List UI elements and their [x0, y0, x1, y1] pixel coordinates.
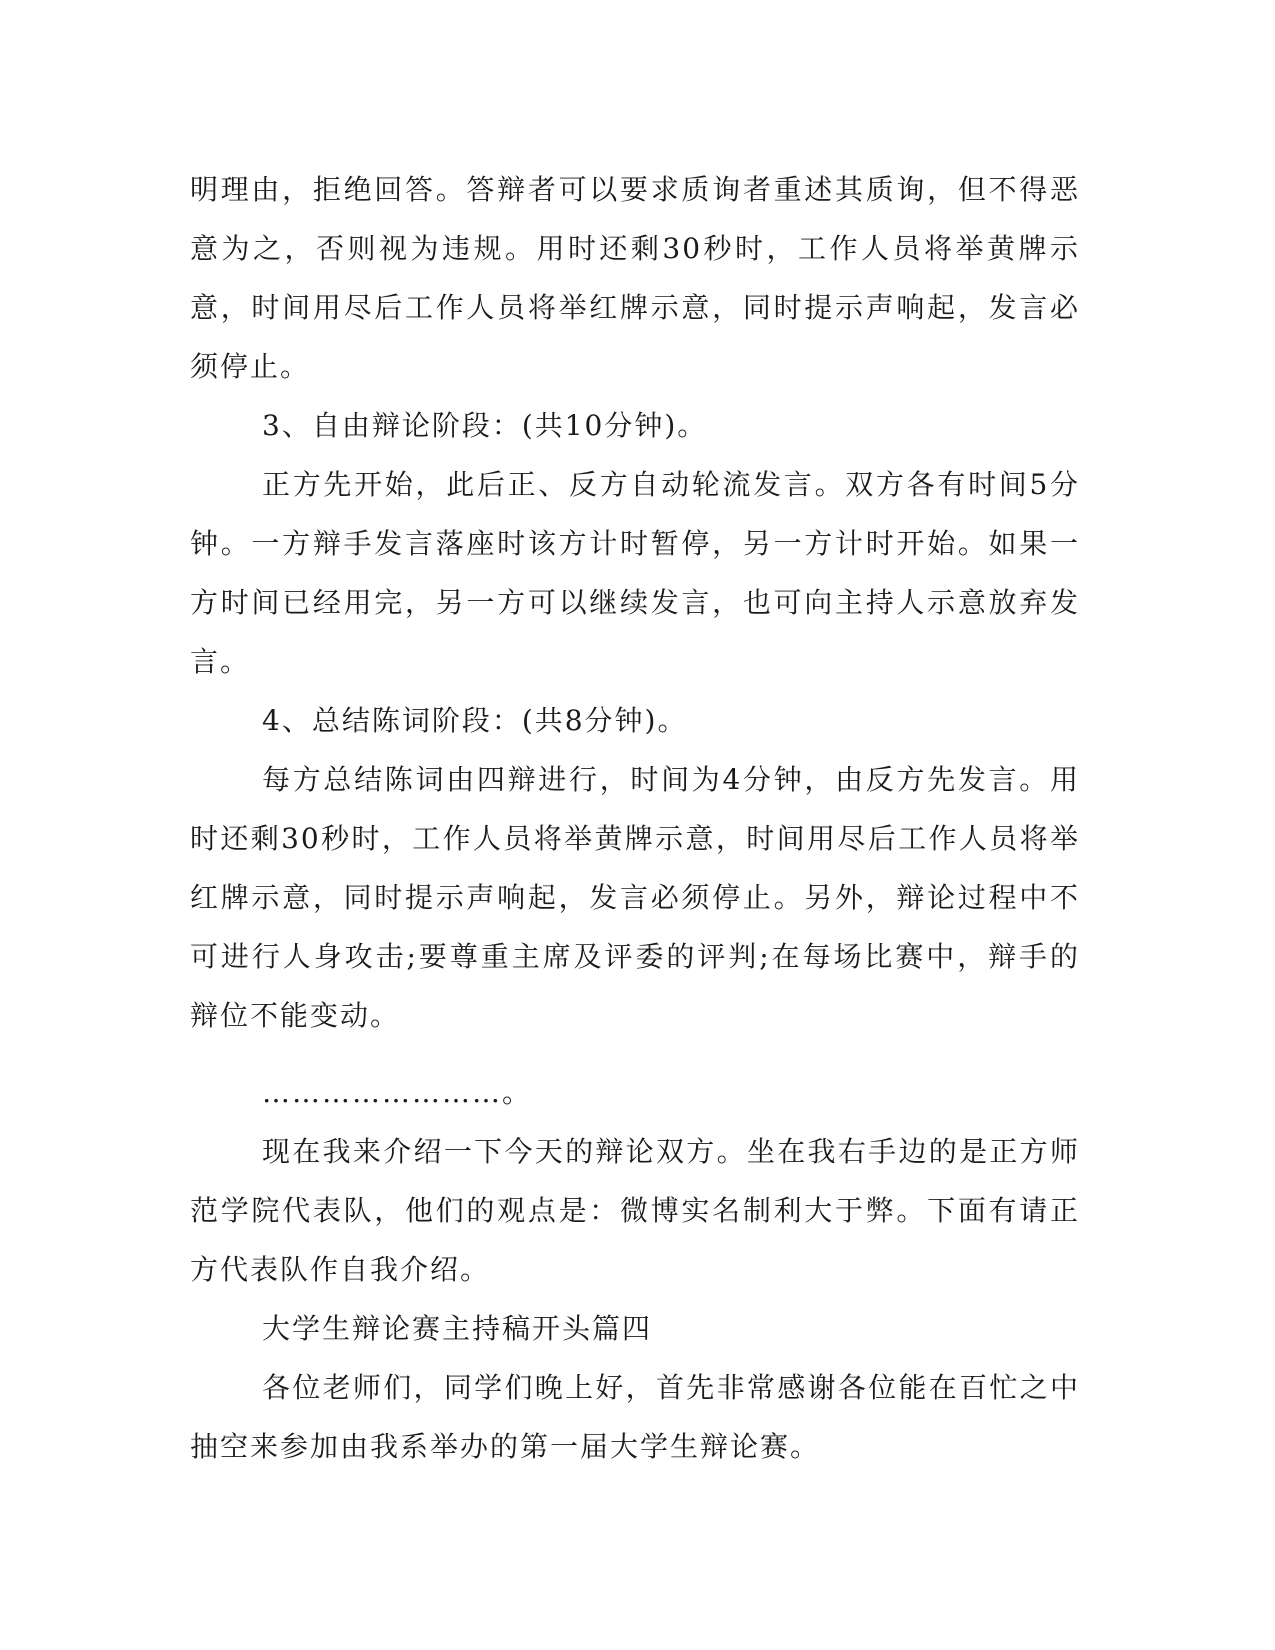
- heading-free-debate: 3、自由辩论阶段：(共10分钟)。: [262, 409, 708, 442]
- ellipsis-line: ……………………。: [262, 1076, 533, 1109]
- paragraph-greeting: 各位老师们，同学们晚上好，首先非常感谢各位能在百忙之中抽空来参加由我系举办的第一届大学生辩论赛。: [190, 1371, 1080, 1463]
- paragraph-free-debate: 正方先开始，此后正、反方自动轮流发言。双方各有时间5分钟。一方辩手发言落座时该方计时暂停，另一方计时开始。如果一方时间已经用完，另一方可以继续发言，也可向主持人示意放弃发言。: [190, 468, 1080, 678]
- heading-closing-statement: 4、总结陈词阶段：(共8分钟)。: [262, 704, 688, 737]
- section-title-part-four: 大学生辩论赛主持稿开头篇四: [262, 1312, 653, 1345]
- document-body: [190, 160, 1080, 1476]
- paragraph-rules-continued: 明理由，拒绝回答。答辩者可以要求质询者重述其质询，但不得恶意为之，否则视为违规。用时还剩30秒时，工作人员将举黄牌示意，时间用尽后工作人员将举红牌示意，同时提示声响起，发言必须停止。: [190, 173, 1080, 383]
- paragraph-closing-statement: 每方总结陈词由四辩进行，时间为4分钟，由反方先发言。用时还剩30秒时，工作人员将举黄牌示意，时间用尽后工作人员将举红牌示意，同时提示声响起，发言必须停止。另外，辩论过程中不可进行人身攻击;要尊重主席及评委的评判;在每场比赛中，辩手的辩位不能变动。: [190, 763, 1080, 1032]
- paragraph-introduce-teams: 现在我来介绍一下今天的辩论双方。坐在我右手边的是正方师范学院代表队，他们的观点是：微博实名制利大于弊。下面有请正方代表队作自我介绍。: [190, 1135, 1080, 1286]
